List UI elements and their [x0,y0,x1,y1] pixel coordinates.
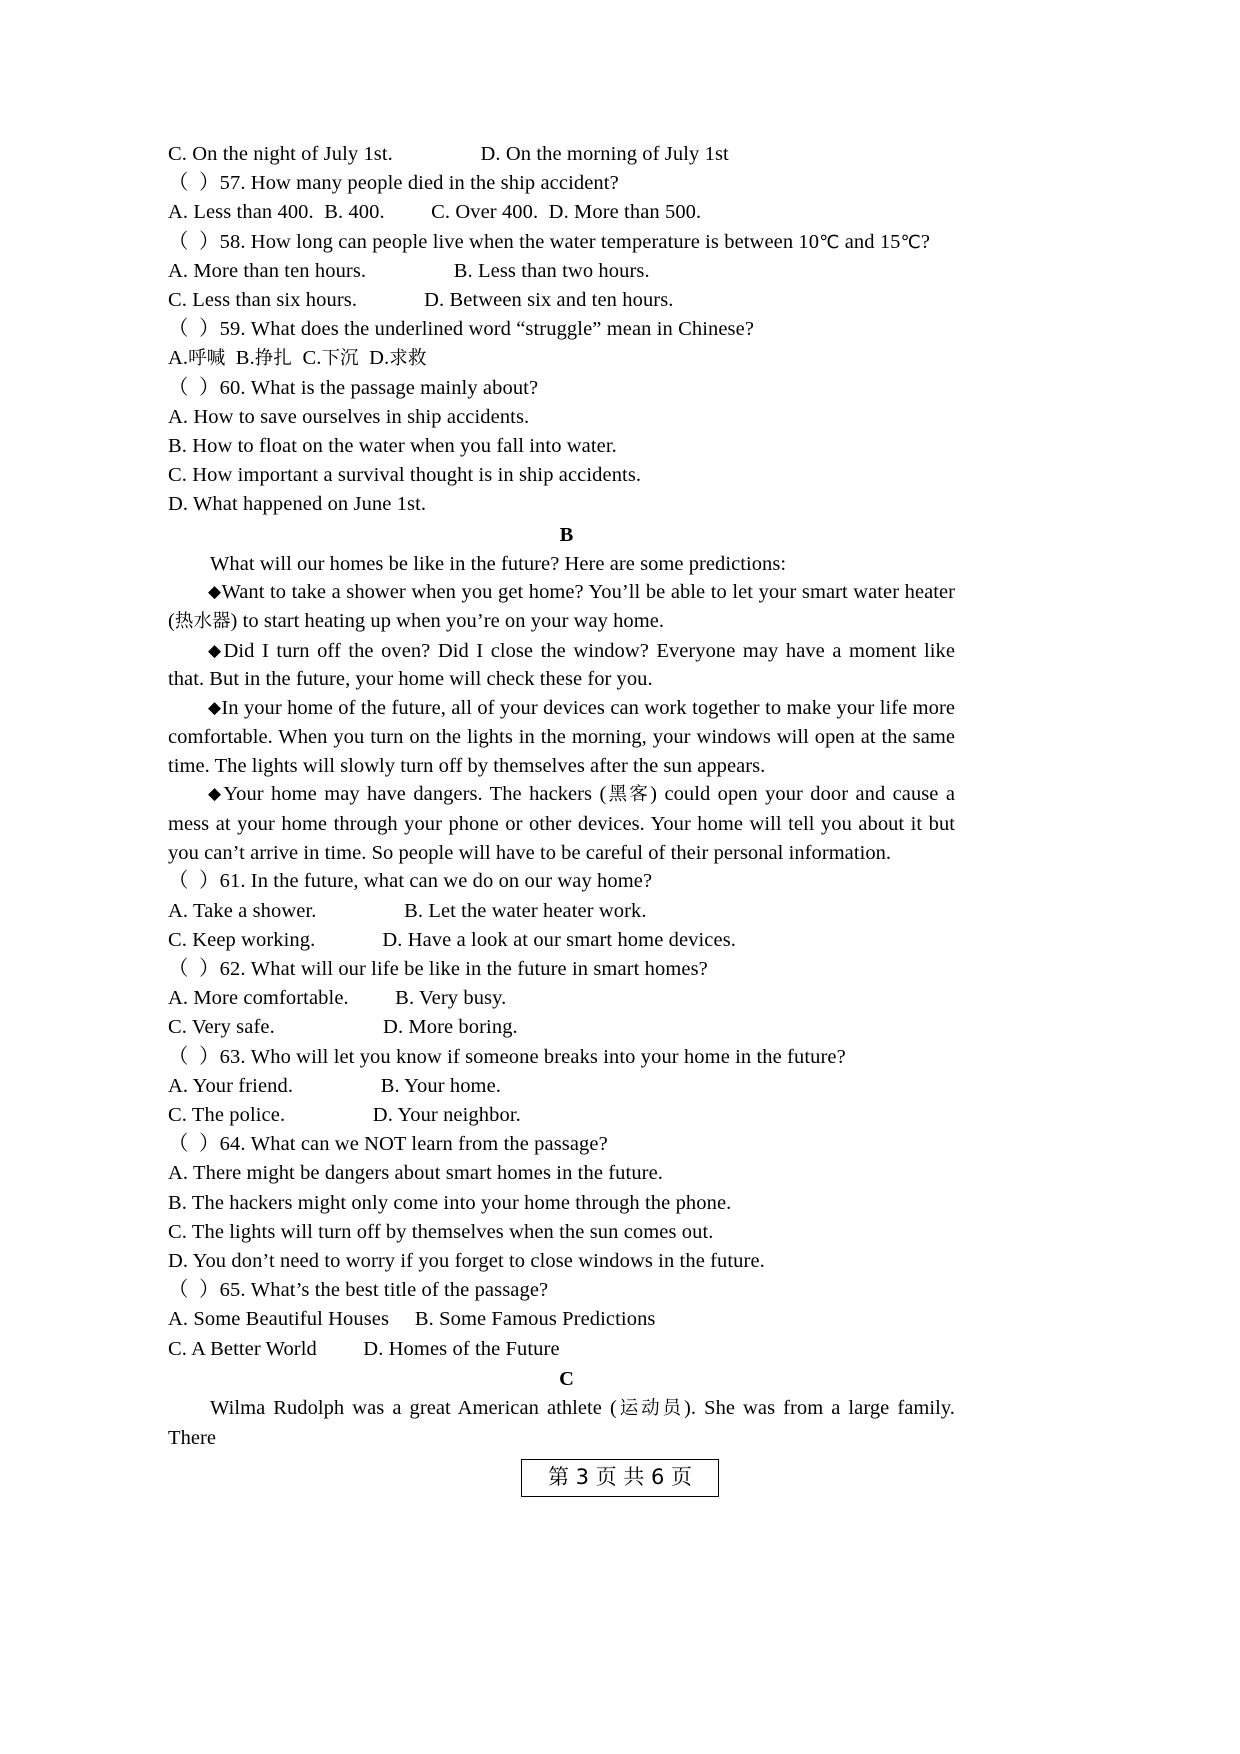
question-58-options-cd: C. Less than six hours. D. Between six and ten hours. [168,289,674,312]
option-a-label: A. [168,347,189,370]
option-d-text: 求救 [389,348,427,370]
question-58-options-ab: A. More than ten hours. B. Less than two hours. [168,259,650,282]
page-content [168,140,955,1452]
question-61-options-cd: C. Keep working. D. Have a look at our smart home devices. [168,928,737,951]
question-58-stem-part3: ? [920,230,931,253]
option-b-label: B. [235,347,255,370]
bullet-1-text-after: ) to start heating up when you’re on your way home. [230,610,665,633]
question-63-stem: （ ）63. Who will let you know if someone breaks into your home in the future? [168,1045,846,1068]
degree-celsius-icon: ℃ [819,231,840,253]
question-57-stem: （ ）57. How many people died in the ship accident? [168,172,619,195]
question-64-stem: （ ）64. What can we NOT learn from the passage? [168,1133,608,1156]
bullet-4-text-before: Your home may have dangers. The hackers ( [223,783,607,806]
passage-c-intro [168,1394,955,1452]
question-59-options [168,344,955,373]
diamond-bullet-icon: ◆ [208,640,224,661]
question-64-option-a: A. There might be dangers about smart homes in the future. [168,1162,664,1185]
passage-b-bullet-3 [168,694,955,780]
bullet-4-chinese-gloss: 黑客 [606,784,651,806]
question-65-options-cd: C. A Better World D. Homes of the Future [168,1337,560,1360]
question-60-option-d: D. What happened on June 1st. [168,493,427,516]
question-58-stem [168,228,955,257]
option-c-text: 下沉 [321,348,359,370]
question-61-stem: （ ）61. In the future, what can we do on our way home? [168,870,653,893]
question-60-stem: （ ）60. What is the passage mainly about? [168,376,539,399]
question-58-stem-part1: （ ）58. How long can people live when the water temperature is between 10 [168,230,820,253]
bullet-1-text-before: Want to take a shower when you get home? You’ll be able to let your smart water heater ( [168,581,956,633]
diamond-bullet-icon: ◆ [208,784,224,805]
page-footer [0,1459,1240,1497]
passage-c-text-before: Wilma Rudolph was a great American athlete ( [210,1396,617,1419]
question-60-option-b: B. How to float on the water when you fall into water. [168,435,617,458]
question-64-option-d: D. You don’t need to worry if you forget to close windows in the future. [168,1250,765,1273]
question-65-options-ab: A. Some Beautiful Houses B. Some Famous Predictions [168,1308,656,1331]
diamond-bullet-icon: ◆ [208,582,222,603]
passage-b-bullet-2 [168,637,955,694]
question-60-option-c: C. How important a survival thought is in ship accidents. [168,464,642,487]
question-61-options-ab: A. Take a shower. B. Let the water heater work. [168,899,647,922]
question-58-stem-part2: and 15 [839,230,901,253]
bullet-2-text: Did I turn off the oven? Did I close the window? Everyone may have a moment like that. But in the future, your home will check these for you. [168,639,955,691]
passage-c-letter: C [559,1367,574,1390]
degree-celsius-icon: ℃ [900,231,921,253]
question-64-option-c: C. The lights will turn off by themselves when the sun comes out. [168,1220,714,1243]
question-59-stem: （ ）59. What does the underlined word “struggle” mean in Chinese? [168,318,755,341]
question-63-options-cd: C. The police. D. Your neighbor. [168,1104,521,1126]
bullet-1-chinese-gloss: 热水器 [174,611,231,633]
question-57-options: A. Less than 400. B. 400. C. Over 400. D. More than 500. [168,201,702,224]
option-c-label: C. [302,347,322,370]
passage-c-text-after: ). She was from a large family. There [168,1396,955,1449]
diamond-bullet-icon: ◆ [208,698,222,719]
question-63-options-ab: A. Your friend. B. Your home. [168,1074,502,1097]
question-64-option-b: B. The hackers might only come into your home through the phone. [168,1191,732,1214]
option-b-text: 挣扎 [254,348,292,370]
option-d-label: D. [369,347,390,370]
passage-c-chinese-gloss: 运动员 [616,1397,685,1419]
question-56-options-cd: C. On the night of July 1st. D. On the morning of July 1st [168,143,729,165]
bullet-3-text: In your home of the future, all of your devices can work together to make your life more comfortable. When you turn on the lights in the morning, your windows will open at the same time. The lights will slowly turn off by themselves after the sun appears. [168,697,955,777]
passage-b-bullet-4 [168,780,955,867]
question-62-stem: （ ）62. What will our life be like in the future in smart homes? [168,957,708,980]
passage-b-letter: B [559,523,574,546]
question-62-options-cd: C. Very safe. D. More boring. [168,1016,518,1039]
question-60-option-a: A. How to save ourselves in ship accidents. [168,405,530,428]
option-a-text: 呼喊 [188,348,226,370]
passage-b-intro: What will our homes be like in the future? Here are some predictions: [210,552,787,575]
passage-b-bullet-1 [168,578,955,636]
bullet-4-text-after: ) could open your door and cause a mess at your home through your phone or other devices. Your home will tell you about it but you can’t arrive in time. So people will have to be careful of their personal information. [168,783,955,864]
question-65-stem: （ ）65. What’s the best title of the passage? [168,1279,549,1302]
page-number-label: 第 3 页 共 6 页 [521,1459,719,1497]
question-62-options-ab: A. More comfortable. B. Very busy. [168,987,507,1010]
